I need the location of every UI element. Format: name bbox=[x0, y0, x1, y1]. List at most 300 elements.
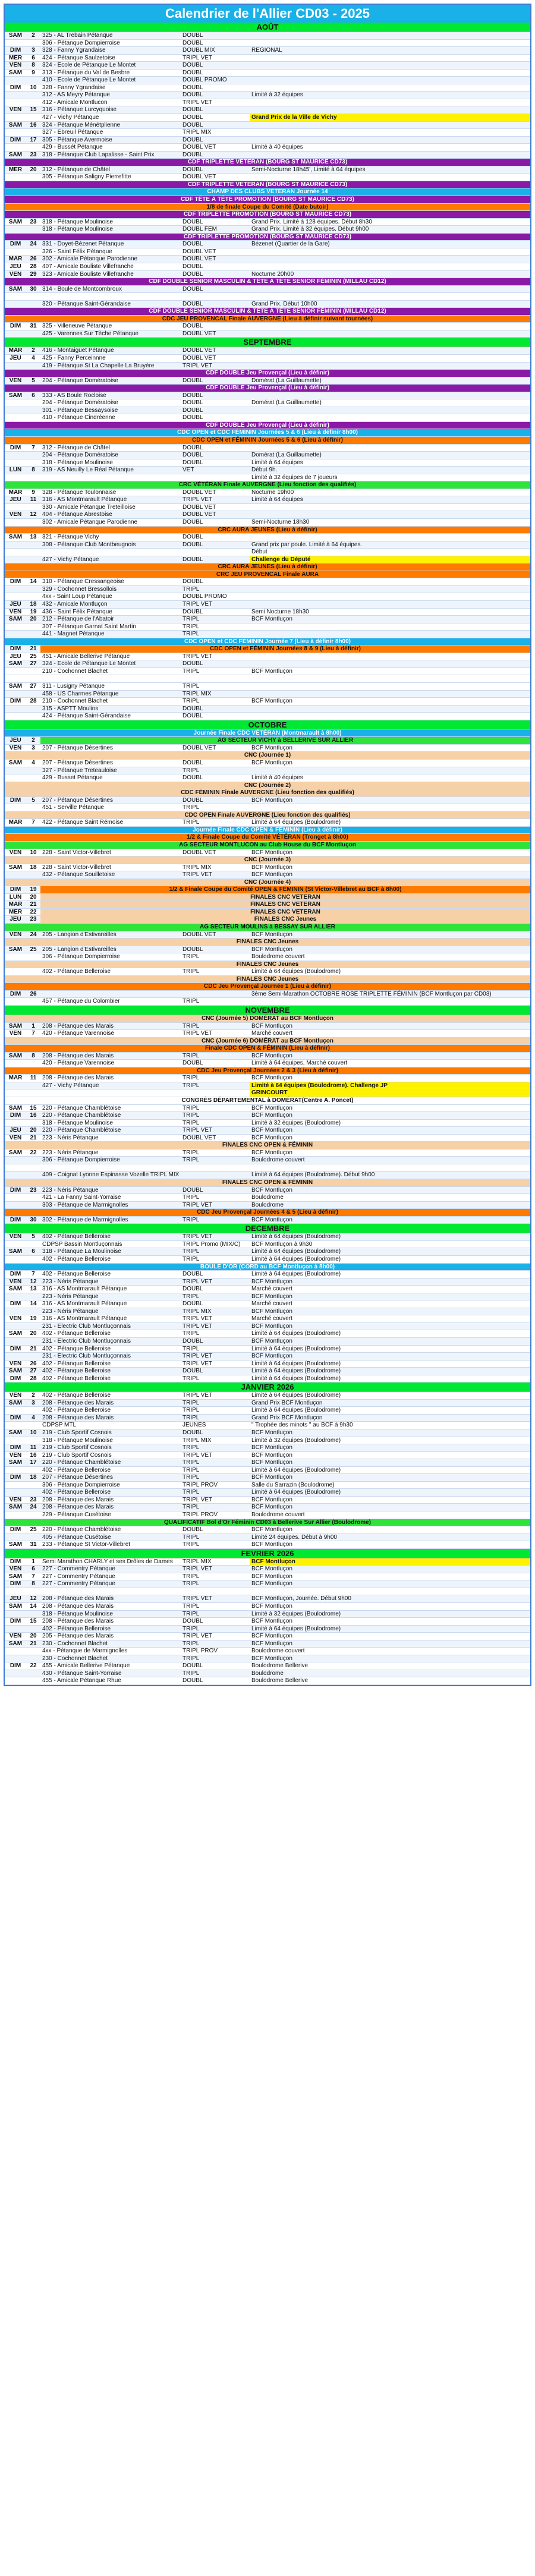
spacer-cell bbox=[218, 1286, 250, 1293]
table-row bbox=[5, 737, 530, 745]
format: TRIPL VET bbox=[182, 1233, 213, 1240]
day-name bbox=[5, 174, 26, 181]
day-name: DIM bbox=[10, 886, 21, 893]
club-name: 305 - Pétanque Saligny Pierrefitte bbox=[42, 174, 131, 181]
day-number bbox=[26, 1353, 40, 1360]
event-note: Limité à 64 équipes (Boulodrome) bbox=[251, 1345, 341, 1352]
event-note bbox=[250, 347, 530, 354]
day-number: 24 bbox=[30, 931, 37, 938]
table-row bbox=[5, 1558, 530, 1566]
day-name bbox=[5, 767, 26, 774]
event-banner bbox=[5, 1519, 530, 1527]
event-note: BCF Montluçon bbox=[251, 1429, 292, 1436]
event-banner bbox=[5, 842, 530, 849]
spacer-cell bbox=[218, 991, 250, 998]
format: TRIPL bbox=[182, 1610, 200, 1617]
day-name: SAM bbox=[8, 864, 23, 871]
format: DOUBL bbox=[182, 218, 203, 225]
day-number bbox=[26, 407, 40, 414]
format: DOUBL bbox=[182, 774, 203, 782]
table-row bbox=[5, 1392, 530, 1400]
event-note: Grand prix par poule. Limité à 64 équipes. bbox=[251, 541, 363, 548]
format: TRIPL bbox=[182, 1022, 200, 1029]
table-row bbox=[5, 1202, 530, 1210]
table-row bbox=[5, 226, 530, 234]
event-banner bbox=[5, 789, 530, 797]
format: DOUBL PROMO bbox=[182, 77, 227, 84]
table-row bbox=[5, 1286, 530, 1293]
month-title: FEVRIER 2026 bbox=[241, 1548, 294, 1558]
spacer-cell bbox=[218, 1677, 250, 1684]
format: TRIPL bbox=[182, 1504, 200, 1511]
club-name: 208 - Pétanque des Marais bbox=[42, 1022, 114, 1029]
event-banner bbox=[5, 856, 530, 864]
day-name bbox=[5, 1338, 26, 1345]
format: DOUBL bbox=[182, 1286, 203, 1293]
day-number: 6 bbox=[32, 1566, 35, 1573]
club-name: 208 - Pétanque des Marais bbox=[42, 1603, 114, 1610]
spacer-cell bbox=[218, 556, 250, 563]
spacer-cell bbox=[218, 1558, 250, 1566]
table-row bbox=[5, 653, 530, 661]
event-banner bbox=[5, 879, 530, 887]
spacer-cell bbox=[218, 1233, 250, 1240]
format: TRIPL VET bbox=[182, 1127, 213, 1134]
table-row bbox=[5, 1060, 530, 1067]
table-row bbox=[5, 1157, 530, 1164]
club-name: 329 - Cochonnet Bressollois bbox=[42, 585, 117, 593]
table-row bbox=[5, 392, 530, 400]
club-name: 402 - Pétanque Belleroise bbox=[42, 968, 111, 975]
table-row bbox=[5, 871, 530, 879]
table-row bbox=[5, 1053, 530, 1060]
event-note: Domérat (La Guillaumette) bbox=[251, 377, 322, 384]
format: TRIPL bbox=[182, 1330, 200, 1337]
table-row bbox=[5, 894, 530, 902]
day-name bbox=[5, 953, 26, 961]
event-note bbox=[250, 414, 530, 421]
event-note: Limité à 32 équipes (Boulodrome) bbox=[251, 1437, 341, 1444]
event-note bbox=[250, 263, 530, 270]
spacer-cell bbox=[218, 1368, 250, 1375]
format: TRIPL bbox=[182, 1194, 200, 1201]
event-note bbox=[250, 407, 530, 414]
format: TRIPL PROV bbox=[182, 1511, 218, 1518]
table-row bbox=[5, 1444, 530, 1452]
event-note: Boulodrome Bellerive bbox=[251, 1662, 309, 1670]
club-name: 301 - Pétanque Bessaysoise bbox=[42, 407, 118, 414]
event-banner bbox=[5, 308, 530, 316]
event-note: BCF Montluçon bbox=[251, 1451, 292, 1459]
table-row bbox=[5, 1248, 530, 1256]
event-note bbox=[250, 55, 530, 62]
table-row bbox=[5, 1293, 530, 1301]
club-name: 318 - Pétanque La Moulinoise bbox=[42, 1248, 121, 1255]
club-name: 421 - La Fanny Saint-Yorraise bbox=[42, 1194, 121, 1201]
spacer-cell bbox=[218, 1060, 250, 1067]
event-banner bbox=[5, 1015, 530, 1023]
club-name: 405 - Pétanque Cusétoise bbox=[42, 1533, 111, 1541]
spacer-cell bbox=[218, 774, 250, 782]
format: DOUBL bbox=[182, 399, 203, 407]
spacer-cell bbox=[218, 1633, 250, 1640]
day-name: DIM bbox=[10, 1271, 21, 1278]
day-number: 13 bbox=[30, 534, 37, 541]
event-banner bbox=[5, 1067, 530, 1075]
club-name: CDPSP MTL bbox=[42, 1422, 77, 1429]
day-number: 2 bbox=[32, 347, 35, 354]
event-banner bbox=[5, 1142, 530, 1150]
table-row bbox=[5, 549, 530, 556]
day-number: 27 bbox=[30, 683, 37, 690]
spacer-cell bbox=[218, 1361, 250, 1368]
spacer-cell bbox=[218, 1573, 250, 1580]
club-name: 307 - Pétanque Garnat Saint Martin bbox=[42, 623, 136, 630]
day-name bbox=[5, 1655, 26, 1662]
day-name: JEU bbox=[10, 354, 21, 361]
event-banner-text: CNC (Journée 1) bbox=[244, 752, 291, 759]
table-row bbox=[5, 241, 530, 248]
day-name bbox=[5, 1060, 26, 1067]
format: DOUBL VET bbox=[182, 1134, 216, 1141]
event-note bbox=[250, 355, 530, 362]
spacer-cell bbox=[218, 256, 250, 263]
table-row bbox=[5, 1023, 530, 1031]
table-row bbox=[5, 129, 530, 137]
format: TRIPL PROV bbox=[182, 1481, 218, 1488]
day-name: DIM bbox=[10, 136, 21, 143]
day-name bbox=[5, 226, 26, 233]
format: TRIPL bbox=[182, 1375, 200, 1382]
event-note bbox=[250, 706, 530, 713]
event-banner bbox=[5, 924, 530, 931]
table-row bbox=[5, 1330, 530, 1338]
format: TRIPL VET bbox=[182, 1360, 213, 1367]
club-name: 302 - Amicale Pétanque Parodienne bbox=[42, 256, 138, 263]
club-name: 312 - Pétanque de Châtel bbox=[42, 166, 110, 173]
club-name bbox=[40, 549, 181, 556]
day-number bbox=[26, 623, 40, 631]
format bbox=[181, 1164, 218, 1172]
spacer-cell bbox=[218, 1415, 250, 1422]
month-title: NOVEMBRE bbox=[245, 1006, 290, 1015]
table-row bbox=[5, 1611, 530, 1618]
event-note: BCF Montluçon bbox=[251, 698, 292, 705]
day-name: SAM bbox=[8, 1052, 23, 1059]
club-name: 451 - Amicale Bellerive Pétanque bbox=[42, 653, 130, 660]
event-banner bbox=[5, 159, 530, 166]
event-banner-text: CNC (Journée 3) bbox=[244, 856, 291, 864]
spacer-cell bbox=[218, 1618, 250, 1625]
club-name: 432 - Amicale Montluçon bbox=[42, 601, 108, 608]
table-row bbox=[5, 1082, 530, 1090]
event-note: BCF Montluçon bbox=[251, 1459, 292, 1466]
event-note: BCF Montluçon bbox=[251, 1216, 292, 1223]
day-number bbox=[26, 1511, 40, 1519]
event-note bbox=[250, 77, 530, 84]
format: TRIPL bbox=[182, 616, 200, 623]
event-note: Domérat (La Guillaumette) bbox=[251, 452, 322, 459]
event-note: BCF Montluçon bbox=[251, 1186, 292, 1193]
day-number: 2 bbox=[32, 737, 35, 744]
club-name: 436 - Saint Félix Pétanque bbox=[42, 608, 112, 615]
table-row bbox=[5, 660, 530, 668]
format: TRIPL bbox=[182, 804, 200, 811]
event-banner-text: CDC OPEN et FÉMININ Journées 5 & 6 (Lieu à définir) bbox=[192, 436, 343, 443]
event-banner-text: CDF TRIPLETTE VETERAN (BOURG ST MAURICE CD73) bbox=[187, 159, 348, 166]
table-row bbox=[5, 77, 530, 84]
table-row bbox=[5, 953, 530, 961]
event-note: Limité à 64 équipes (Boulodrome) bbox=[251, 1330, 341, 1337]
club-name: 458 - US Charmes Pétanque bbox=[42, 690, 119, 697]
spacer-cell bbox=[218, 549, 250, 556]
format: DOUBL bbox=[182, 270, 203, 278]
day-number bbox=[26, 330, 40, 338]
event-banner bbox=[5, 730, 530, 738]
event-note bbox=[250, 601, 530, 608]
day-number bbox=[26, 871, 40, 878]
event-note: GRINCOURT bbox=[250, 1089, 530, 1097]
day-number: 20 bbox=[30, 166, 37, 173]
club-name: 326 - Saint Félix Pétanque bbox=[42, 248, 112, 255]
event-note: Bézenet (Quartier de la Gare) bbox=[251, 241, 330, 248]
spacer-cell bbox=[218, 623, 250, 631]
club-name: 328 - Fanny Ygrandaise bbox=[42, 47, 106, 54]
club-name: 318 - Pétanque Moulinoise bbox=[42, 1119, 113, 1126]
format: TRIPL bbox=[182, 631, 200, 638]
day-name bbox=[5, 871, 26, 878]
day-number bbox=[26, 174, 40, 181]
club-name: 308 - Pétanque Club Montbeugnois bbox=[42, 541, 136, 548]
table-row bbox=[5, 1400, 530, 1407]
club-name: 306 - Pétanque Dompierroise bbox=[42, 953, 120, 961]
event-banner bbox=[5, 385, 530, 392]
table-row bbox=[5, 47, 530, 55]
club-name: 233 - Pétanque St Victor-Villebret bbox=[42, 1541, 131, 1548]
event-note: BCF Montluçon bbox=[251, 1541, 292, 1548]
table-row bbox=[5, 691, 530, 698]
day-number bbox=[26, 301, 40, 308]
spacer-cell bbox=[218, 1595, 250, 1602]
club-name: 231 - Electric Club Montluçonnais bbox=[42, 1337, 131, 1344]
event-note bbox=[250, 106, 530, 114]
format: TRIPL VET bbox=[182, 496, 213, 503]
event-note: Limité à 64 équipes (Boulodrome) bbox=[251, 1248, 341, 1255]
format: DOUBL bbox=[182, 92, 203, 99]
format: DOUBL VET bbox=[182, 354, 216, 361]
table-row bbox=[5, 586, 530, 594]
spacer-cell bbox=[218, 1444, 250, 1451]
event-note bbox=[250, 1588, 530, 1595]
spacer-cell bbox=[218, 1474, 250, 1481]
format: TRIPL VET bbox=[182, 871, 213, 878]
spacer-cell bbox=[218, 407, 250, 414]
format: DOUBL bbox=[182, 392, 203, 399]
table-row bbox=[5, 70, 530, 77]
day-name bbox=[5, 968, 26, 975]
spacer-cell bbox=[218, 1422, 250, 1429]
event-note bbox=[250, 99, 530, 106]
event-note: Limité à 64 équipes (Boulodrome) bbox=[251, 1625, 341, 1632]
spacer-cell bbox=[218, 1150, 250, 1157]
spacer-cell bbox=[218, 1482, 250, 1489]
spacer-cell bbox=[218, 452, 250, 459]
day-number: 21 bbox=[30, 1345, 37, 1352]
club-name: 220 - Pétanque Chamblétoise bbox=[42, 1112, 121, 1119]
spacer-cell bbox=[218, 1497, 250, 1504]
table-row bbox=[5, 519, 530, 527]
club-name: 306 - Pétanque Dompierroise bbox=[42, 39, 120, 46]
day-name: VEN bbox=[9, 1392, 22, 1399]
day-name: SAM bbox=[8, 121, 23, 128]
day-number: 15 bbox=[30, 1104, 37, 1111]
day-name bbox=[5, 1437, 26, 1444]
club-name: 231 - Electric Club Montluçonnais bbox=[42, 1353, 131, 1360]
day-name: DIM bbox=[10, 47, 21, 54]
day-name bbox=[5, 293, 26, 300]
day-name: MAR bbox=[8, 489, 23, 496]
day-number bbox=[26, 1308, 40, 1315]
spacer-cell bbox=[218, 414, 250, 421]
event-banner-text: CDF DOUBLE SENIOR MASCULIN & TÊTE À TÊTE SENIOR FÉMININ (MILLAU CD12) bbox=[149, 308, 386, 315]
club-name: 228 - Saint Victor-Villebret bbox=[42, 849, 111, 856]
table-row bbox=[5, 909, 530, 917]
spacer-cell bbox=[218, 1566, 250, 1573]
event-banner-text: FINALES CNC VETERAN bbox=[40, 894, 530, 901]
event-banner bbox=[5, 571, 530, 579]
club-name: 223 - Néris Pétanque bbox=[42, 1149, 99, 1156]
table-row bbox=[5, 122, 530, 130]
day-name: SAM bbox=[8, 1640, 23, 1647]
spacer-cell bbox=[218, 137, 250, 144]
day-name bbox=[5, 713, 26, 720]
format: DOUBL bbox=[182, 444, 203, 451]
event-banner-text: CDC JEU PROVENCAL Finale AUVERGNE (Lieu à définir suivant tournées) bbox=[162, 315, 373, 322]
event-note: BCF Montluçon bbox=[251, 946, 292, 953]
day-number bbox=[26, 1256, 40, 1263]
club-name: 318 - Pétanque Club Lapalisse - Saint Prix bbox=[42, 151, 155, 158]
event-note bbox=[250, 586, 530, 593]
club-name: 331 - Doyet-Bézenet Pétanque bbox=[42, 241, 124, 248]
spacer-cell bbox=[218, 1662, 250, 1670]
spacer-cell bbox=[218, 698, 250, 705]
format: TRIPL bbox=[182, 968, 200, 975]
table-row bbox=[5, 330, 530, 338]
table-row bbox=[5, 1112, 530, 1120]
spacer-cell bbox=[218, 1489, 250, 1496]
day-number bbox=[26, 774, 40, 782]
format: TRIPL VET bbox=[182, 1496, 213, 1503]
table-row bbox=[5, 1474, 530, 1482]
spacer-cell bbox=[218, 1172, 250, 1179]
day-number bbox=[26, 1670, 40, 1677]
day-number: 28 bbox=[30, 263, 37, 270]
club-name: 208 - Pétanque des Marais bbox=[42, 1075, 114, 1082]
event-note bbox=[250, 32, 530, 39]
month-header bbox=[5, 1383, 530, 1392]
spacer-cell bbox=[218, 541, 250, 549]
day-name bbox=[5, 1670, 26, 1677]
table-row bbox=[5, 1172, 530, 1179]
day-number bbox=[26, 1534, 40, 1541]
spacer-cell bbox=[218, 1308, 250, 1315]
day-number: 23 bbox=[30, 1186, 37, 1193]
event-note: Limité à 32 équipes (Boulodrome) bbox=[251, 1119, 341, 1126]
day-number: 20 bbox=[30, 893, 37, 900]
event-note: Boulodrome bbox=[251, 1201, 284, 1208]
day-number: 24 bbox=[30, 1504, 37, 1511]
day-number: 21 bbox=[30, 901, 37, 908]
event-note bbox=[250, 62, 530, 69]
spacer-cell bbox=[218, 152, 250, 159]
club-name: 330 - Amicale Pétanque Treteilloise bbox=[42, 503, 136, 511]
event-note: Limité 24 équipes. Début à 9h00 bbox=[251, 1533, 337, 1541]
club-name: 402 - Pétanque Belleroise bbox=[42, 1466, 111, 1473]
spacer-cell bbox=[218, 616, 250, 623]
event-banner bbox=[5, 370, 530, 377]
day-name bbox=[5, 1082, 26, 1089]
day-number bbox=[26, 1089, 40, 1097]
table-row bbox=[5, 901, 530, 909]
day-number bbox=[26, 713, 40, 720]
day-number: 23 bbox=[30, 1496, 37, 1503]
spacer-cell bbox=[218, 323, 250, 330]
day-name bbox=[5, 301, 26, 308]
spacer-cell bbox=[218, 1293, 250, 1300]
club-name: 420 - Pétanque Varennoise bbox=[42, 1030, 115, 1037]
table-row bbox=[5, 1105, 530, 1113]
spacer-cell bbox=[218, 586, 250, 593]
day-number: 25 bbox=[30, 653, 37, 660]
day-number bbox=[26, 293, 40, 300]
table-row bbox=[5, 1120, 530, 1128]
club-name: 306 - Pétanque Dompierroise bbox=[42, 1157, 120, 1164]
event-note: BCF Montluçon bbox=[251, 1618, 292, 1625]
spacer-cell bbox=[218, 1315, 250, 1322]
format: DOUBL bbox=[182, 1060, 203, 1067]
format: TRIPL bbox=[182, 1444, 200, 1451]
table-row bbox=[5, 1308, 530, 1316]
day-number bbox=[26, 519, 40, 526]
day-name bbox=[5, 114, 26, 121]
day-number bbox=[26, 767, 40, 774]
day-number bbox=[26, 1467, 40, 1474]
day-name bbox=[5, 1353, 26, 1360]
day-number: 10 bbox=[30, 849, 37, 856]
club-name: 321 - Pétanque Vichy bbox=[42, 534, 99, 541]
club-name: 404 - Pétanque Abrestoise bbox=[42, 511, 112, 518]
table-row bbox=[5, 474, 530, 482]
table-row bbox=[5, 683, 530, 691]
spacer-cell bbox=[218, 77, 250, 84]
day-number: 22 bbox=[30, 1149, 37, 1156]
event-banner-text: AG SECTEUR VICHY à BELLERIVE SUR ALLIER bbox=[40, 737, 530, 744]
format: DOUBL bbox=[182, 459, 203, 466]
spacer-cell bbox=[218, 62, 250, 69]
day-number: 12 bbox=[30, 1278, 37, 1285]
day-name bbox=[5, 631, 26, 638]
format: DOUBL bbox=[182, 705, 203, 712]
event-note bbox=[250, 84, 530, 92]
event-banner bbox=[5, 211, 530, 219]
club-name: 316 - AS Montmarault Pétanque bbox=[42, 1286, 127, 1293]
event-note bbox=[250, 40, 530, 47]
format: TRIPL bbox=[182, 1459, 200, 1466]
club-name: 315 - ASPTT Moulins bbox=[42, 705, 99, 712]
day-name: SAM bbox=[8, 683, 23, 690]
club-name: 228 - Saint Victor-Villebret bbox=[42, 864, 111, 871]
club-name: 219 - Club Sportif Cosnois bbox=[42, 1429, 112, 1436]
